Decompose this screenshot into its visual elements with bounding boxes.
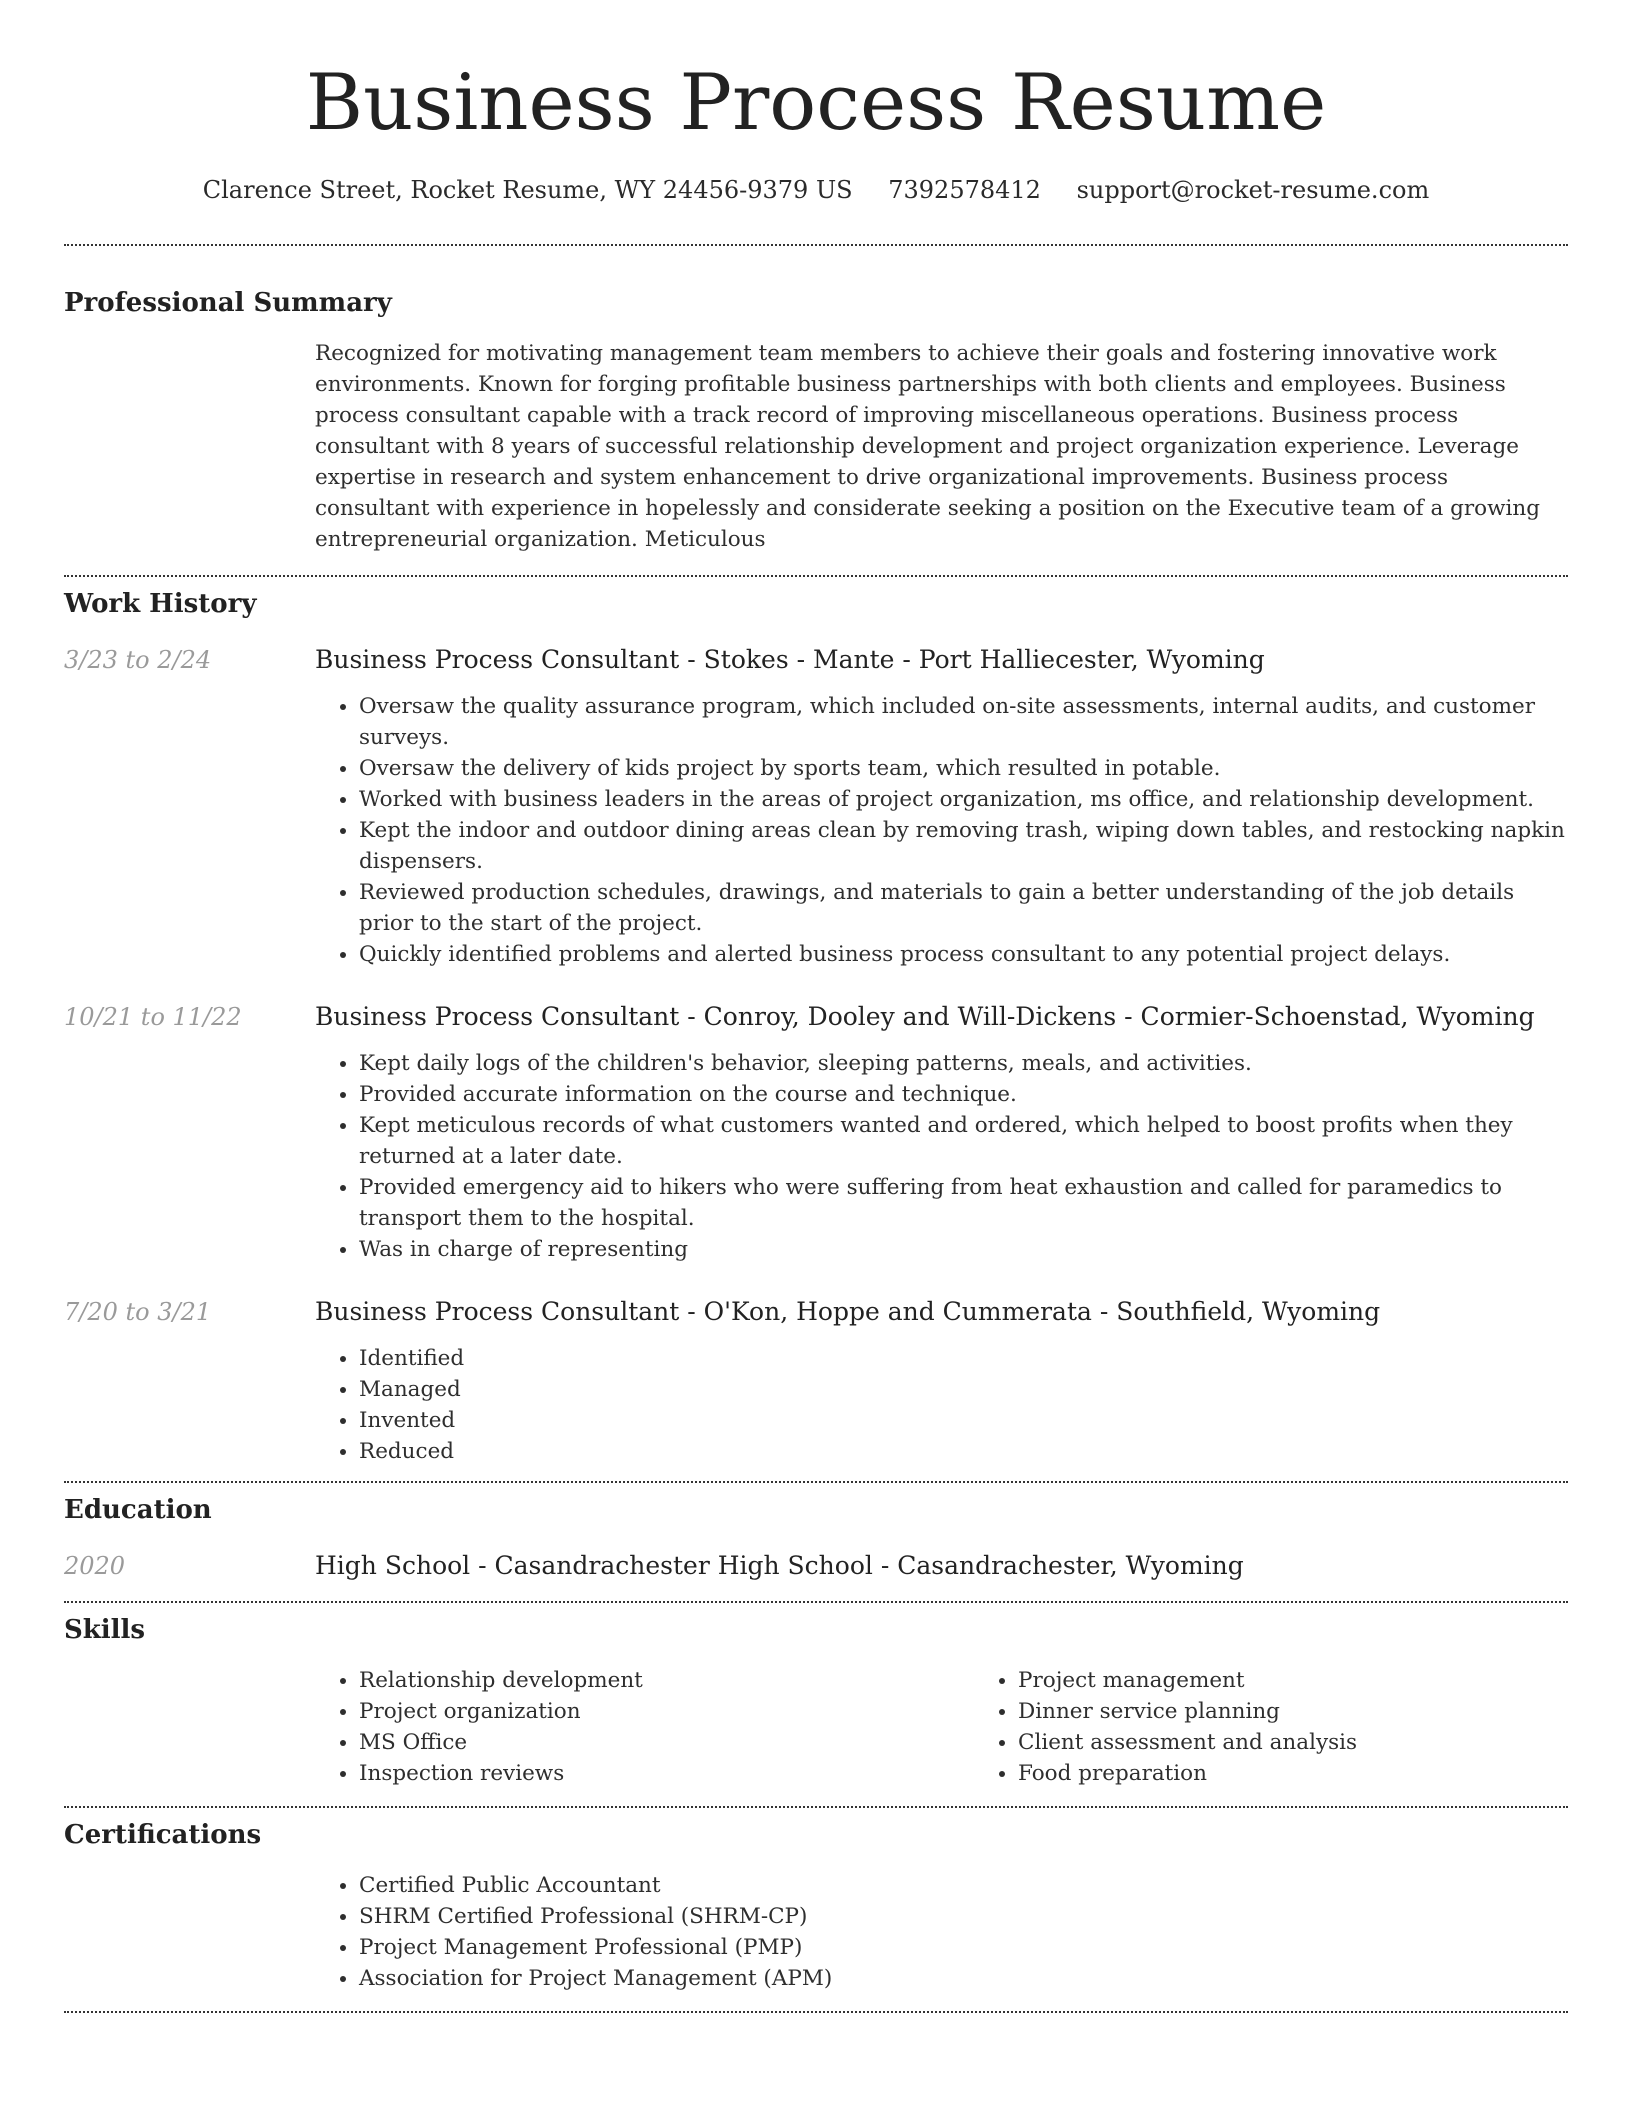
education-detail: High School - Casandrachester High School - Casandrachester, Wyoming: [315, 1551, 1244, 1580]
education-entry: [64, 1549, 1568, 1583]
job-dates: 7/20 to 3/21: [64, 1298, 212, 1326]
job-bullet: • Managed: [359, 1374, 1568, 1405]
job-bullet: • Reduced: [359, 1436, 1568, 1467]
job-bullet: • Oversaw the delivery of kids project by sports team, which resulted in potable.: [359, 753, 1568, 784]
skill-item: • Project organization: [359, 1696, 974, 1727]
job-title: Business Process Consultant - Stokes - Mante - Port Halliecester, Wyoming: [315, 645, 1265, 674]
divider: [64, 1806, 1568, 1808]
skill-item: • Project management: [1018, 1665, 1632, 1696]
divider: [64, 1481, 1568, 1483]
job-title: Business Process Consultant - O'Kon, Hoppe and Cummerata - Southfield, Wyoming: [315, 1297, 1381, 1326]
job-bullet: • Identified: [359, 1343, 1568, 1374]
certifications-heading: Certifications: [64, 1820, 262, 1850]
contact-phone: 7392578412: [888, 176, 1041, 204]
job-bullet: • Invented: [359, 1405, 1568, 1436]
job-bullet: • Quickly identified problems and alerted business process consultant to any potential project delays.: [359, 939, 1568, 970]
divider: [64, 244, 1568, 246]
certification-item: • Certified Public Accountant: [359, 1870, 1568, 1901]
contact-line: [64, 174, 1568, 206]
skill-item: • Relationship development: [359, 1665, 974, 1696]
summary-text: Recognized for motivating management team members to achieve their goals and fostering innovative work environments. Known for forging profitable business partnerships with both clients and employees. Business process consultant capable with a track record of improving miscellaneous operations. Business process consultant with 8 years of successful relationship development and project organization experience. Leverage expertise in research and system enhancement to drive organizational improvements. Business process consultant with experience in hopelessly and considerate seeking a position on the Executive team of a growing entrepreneurial organization. Meticulous: [315, 341, 1540, 552]
job-entry: [64, 643, 1568, 970]
skills-section: [64, 1613, 1568, 1789]
job-bullet: • Kept daily logs of the children's behavior, sleeping patterns, meals, and activities.: [359, 1048, 1568, 1079]
job-entry: [64, 1000, 1568, 1265]
skills-heading: Skills: [64, 1615, 146, 1645]
certification-item: • Project Management Professional (PMP): [359, 1932, 1568, 1963]
job-dates: 10/21 to 11/22: [64, 1003, 242, 1031]
job-entry: [64, 1295, 1568, 1467]
skills-list-right: [974, 1665, 1632, 1789]
certification-item: • SHRM Certified Professional (SHRM-CP): [359, 1901, 1568, 1932]
education-year: 2020: [64, 1552, 126, 1580]
job-bullet: • Provided emergency aid to hikers who were suffering from heat exhaustion and called for paramedics to transport them to the hospital.: [359, 1172, 1568, 1234]
divider: [64, 1601, 1568, 1603]
education-section: [64, 1493, 1568, 1583]
job-bullets: [315, 691, 1568, 970]
skill-item: • MS Office: [359, 1727, 974, 1758]
job-bullet: • Worked with business leaders in the areas of project organization, ms office, and relationship development.: [359, 784, 1568, 815]
summary-heading: Professional Summary: [64, 288, 392, 318]
job-bullet: • Reviewed production schedules, drawings, and materials to gain a better understanding of the job details prior to the start of the project.: [359, 877, 1568, 939]
work-heading: Work History: [64, 589, 257, 619]
skill-item: • Dinner service planning: [1018, 1696, 1632, 1727]
job-bullet: • Provided accurate information on the course and technique.: [359, 1079, 1568, 1110]
job-bullets: [315, 1343, 1568, 1467]
divider: [64, 575, 1568, 577]
skills-list-left: [315, 1665, 974, 1789]
resume-name: Business Process Resume: [305, 58, 1327, 148]
certifications-section: [64, 1818, 1568, 1994]
job-title: Business Process Consultant - Conroy, Dooley and Will-Dickens - Cormier-Schoenstad, Wyoming: [315, 1002, 1535, 1031]
education-heading: Education: [64, 1495, 212, 1525]
certifications-list: [315, 1870, 1568, 1994]
job-bullets: [315, 1048, 1568, 1265]
skill-item: • Inspection reviews: [359, 1758, 974, 1789]
skill-item: • Client assessment and analysis: [1018, 1727, 1632, 1758]
job-bullet: • Kept the indoor and outdoor dining areas clean by removing trash, wiping down tables, and restocking napkin dispensers.: [359, 815, 1568, 877]
job-dates: 3/23 to 2/24: [64, 646, 212, 674]
skill-item: • Food preparation: [1018, 1758, 1632, 1789]
work-section: [64, 587, 1568, 1467]
job-bullet: • Kept meticulous records of what customers wanted and ordered, which helped to boost profits when they returned at a later date.: [359, 1110, 1568, 1172]
divider: [64, 2011, 1568, 2013]
certification-item: • Association for Project Management (APM): [359, 1963, 1568, 1994]
summary-section: [64, 286, 1568, 555]
job-list: [64, 643, 1568, 1467]
contact-email: support@rocket-resume.com: [1076, 176, 1430, 204]
job-bullet: • Oversaw the quality assurance program, which included on-site assessments, internal audits, and customer surveys.: [359, 691, 1568, 753]
contact-address: Clarence Street, Rocket Resume, WY 24456-9379 US: [202, 176, 853, 204]
job-bullet: • Was in charge of representing: [359, 1234, 1568, 1265]
